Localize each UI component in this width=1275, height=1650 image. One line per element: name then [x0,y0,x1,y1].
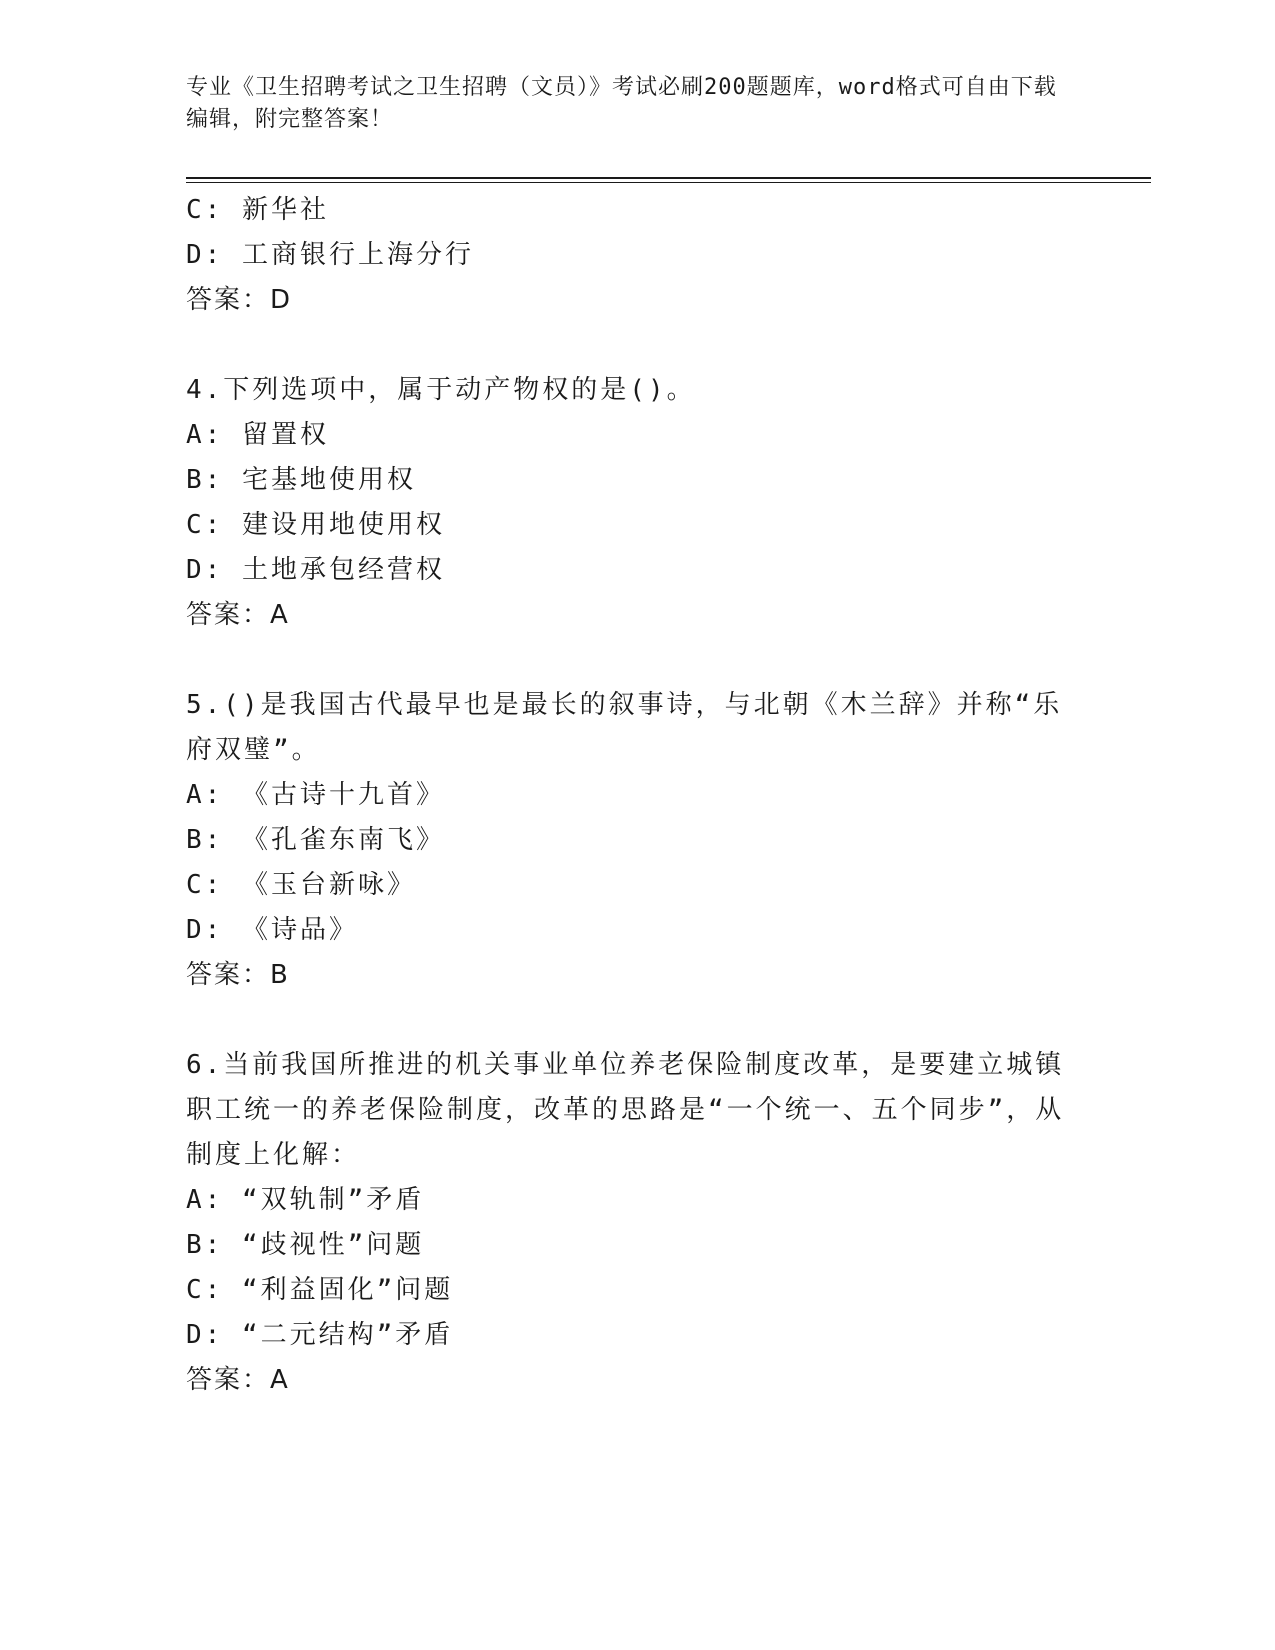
option-d: D: 工商银行上海分行 [186,240,474,270]
answer-line: 答案：A [186,1365,290,1395]
option-c: C: 《玉台新咏》 [186,870,416,900]
option-a: A: 留置权 [186,420,329,450]
header-divider-thick [186,177,1151,179]
header-divider-thin [186,182,1151,183]
option-c: C: “利益固化”问题 [186,1275,454,1305]
document-header: 专业《卫生招聘考试之卫生招聘（文员）》考试必刷200题题库，word格式可自由下载编辑，附完整答案！ [186,75,1057,132]
option-b: B: 《孔雀东南飞》 [186,825,445,855]
option-b: B: “歧视性”问题 [186,1230,425,1260]
option-a: A: “双轨制”矛盾 [186,1185,425,1215]
answer-line: 答案：D [186,285,293,315]
question-stem: 5.()是我国古代最早也是最长的叙事诗，与北朝《木兰辞》并称“乐府双璧”。 [186,690,1063,765]
spacer [186,638,1066,683]
option-c: C: 新华社 [186,195,329,225]
option-b: B: 宅基地使用权 [186,465,416,495]
option-d: D: “二元结构”矛盾 [186,1320,454,1350]
question-block-6 [186,1043,1066,1403]
answer-line: 答案：B [186,960,290,990]
option-d: D: 土地承包经营权 [186,555,445,585]
question-stem: 6.当前我国所推进的机关事业单位养老保险制度改革，是要建立城镇职工统一的养老保险制度，改革的思路是“一个统一、五个同步”，从制度上化解： [186,1050,1065,1170]
spacer [186,323,1066,368]
spacer [186,998,1066,1043]
answer-line: 答案：A [186,600,290,630]
option-d: D: 《诗品》 [186,915,358,945]
option-a: A: 《古诗十九首》 [186,780,445,810]
question-block-5 [186,683,1066,998]
question-block-previous [186,188,1066,323]
question-block-4 [186,368,1066,638]
question-list [186,188,1066,1403]
question-stem: 4.下列选项中，属于动产物权的是()。 [186,375,696,405]
option-c: C: 建设用地使用权 [186,510,445,540]
